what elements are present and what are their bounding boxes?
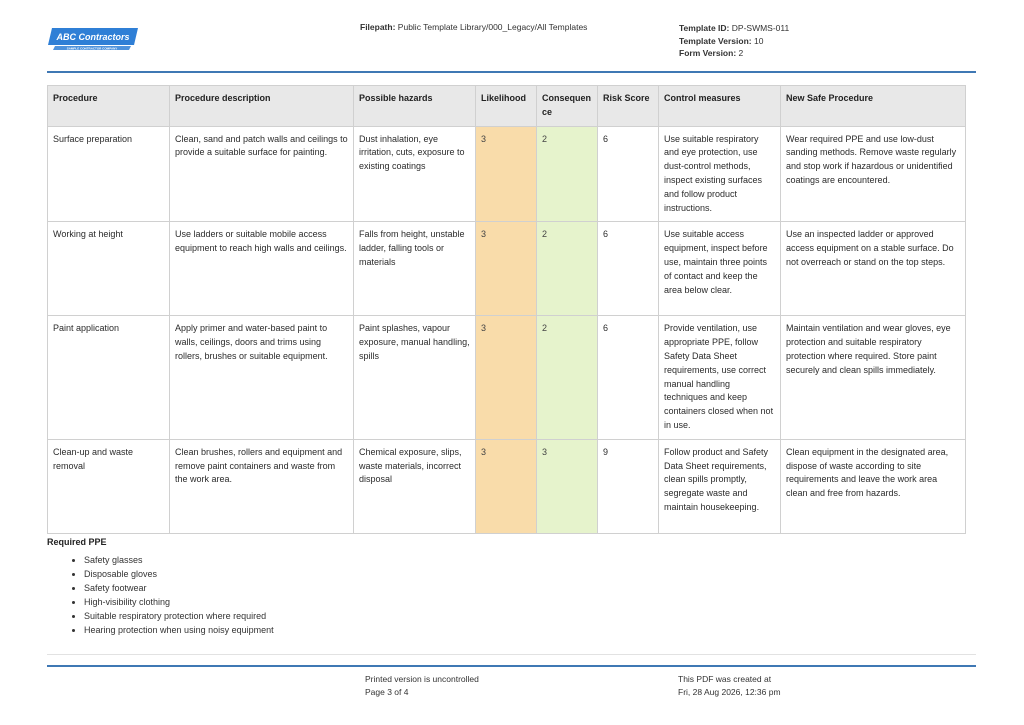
filepath — [360, 22, 587, 32]
new-safe-procedure-cell: Maintain ventilation and wear gloves, eye protection and suitable respiratory protection where required. Store paint securely and clean spills immediately. — [781, 316, 966, 439]
logo-text: ABC Contractors — [56, 32, 130, 42]
column-header-risk-score: Risk Score — [598, 86, 659, 127]
description-cell: Clean, sand and patch walls and ceilings to provide a suitable surface for painting. — [170, 126, 354, 222]
risk-score-cell: 9 — [598, 439, 659, 533]
consequence-cell: 3 — [537, 439, 598, 533]
table-row — [48, 316, 966, 439]
risk-score-cell: 6 — [598, 222, 659, 316]
swms-table — [47, 85, 966, 534]
required-ppe-list — [47, 554, 274, 637]
procedure-cell: Paint application — [48, 316, 170, 439]
form-version-label: Form Version: — [679, 48, 737, 58]
list-item: • Disposable gloves — [84, 568, 274, 582]
consequence-cell: 2 — [537, 126, 598, 222]
column-header-hazards: Possible hazards — [354, 86, 476, 127]
control-measures-cell: Use suitable respiratory and eye protection, use dust-control methods, inspect existing surfaces and follow product instructions. — [659, 126, 781, 222]
procedure-cell: Clean-up and waste removal — [48, 439, 170, 533]
template-id-value: DP-SWMS-011 — [731, 23, 790, 33]
column-header-description: Procedure description — [170, 86, 354, 127]
column-header-procedure: Procedure — [48, 86, 170, 127]
template-id-label: Template ID: — [679, 23, 730, 33]
created-label: This PDF was created at — [678, 674, 772, 684]
list-item: • High-visibility clothing — [84, 596, 274, 610]
form-version-value: 2 — [738, 48, 744, 58]
required-ppe-title: Required PPE — [47, 537, 107, 547]
page-header — [0, 0, 1024, 72]
hazards-cell: Falls from height, unstable ladder, falling tools or materials — [354, 222, 476, 316]
risk-score-cell: 6 — [598, 316, 659, 439]
control-measures-cell: Follow product and Safety Data Sheet requirements, clean spills promptly, segregate waste and maintain housekeeping. — [659, 439, 781, 533]
new-safe-procedure-cell: Clean equipment in the designated area, dispose of waste according to site requirements and leave the work area clean and free from hazards. — [781, 439, 966, 533]
footer-divider-light — [47, 654, 976, 655]
list-item: • Safety footwear — [84, 582, 274, 596]
template-meta — [679, 22, 789, 60]
footer-right — [678, 673, 781, 699]
template-version-label: Template Version: — [679, 35, 752, 46]
control-measures-cell: Provide ventilation, use appropriate PPE, follow Safety Data Sheet requirements, use correct manual handling techniques and keep containers closed when not in use. — [659, 316, 781, 439]
template-version-value: 10 — [753, 35, 764, 46]
hazards-cell: Dust inhalation, eye irritation, cuts, exposure to existing coatings — [354, 126, 476, 222]
consequence-cell: 2 — [537, 222, 598, 316]
table-row — [48, 222, 966, 316]
control-measures-cell: Use suitable access equipment, inspect before use, maintain three points of contact and keep the area below clear. — [659, 222, 781, 316]
table-header-row — [48, 86, 966, 127]
description-cell: Clean brushes, rollers and equipment and remove paint containers and waste from the work area. — [170, 439, 354, 533]
new-safe-procedure-cell: Use an inspected ladder or approved access equipment on a stable surface. Do not overreach or stand on the top steps. — [781, 222, 966, 316]
form-version — [679, 47, 789, 60]
description-cell: Apply primer and water-based paint to walls, ceilings, doors and trims using rollers, brushes or suitable equipment. — [170, 316, 354, 439]
likelihood-cell: 3 — [476, 439, 537, 533]
column-header-control-measures: Control measures — [659, 86, 781, 127]
page-number: Page 3 of 4 — [365, 687, 409, 697]
likelihood-cell: 3 — [476, 126, 537, 222]
column-header-consequence: Consequence — [537, 86, 598, 127]
description-cell: Use ladders or suitable mobile access equipment to reach high walls and ceilings. — [170, 222, 354, 316]
company-logo — [47, 26, 139, 52]
header-divider — [47, 71, 976, 73]
filepath-value: Public Template Library/000_Legacy/All Templates — [397, 22, 588, 32]
likelihood-cell: 3 — [476, 222, 537, 316]
risk-score-cell: 6 — [598, 126, 659, 222]
footer-divider — [47, 665, 976, 667]
consequence-cell: 2 — [537, 316, 598, 439]
new-safe-procedure-cell: Wear required PPE and use low-dust sanding methods. Remove waste regularly and stop work if hazardous or unidentified coatings are encountered. — [781, 126, 966, 222]
logo-tagline: SAMPLE CONTRACTOR COMPANY — [66, 46, 118, 51]
column-header-new-safe-procedure: New Safe Procedure — [781, 86, 966, 127]
column-header-likelihood: Likelihood — [476, 86, 537, 127]
procedure-cell: Surface preparation — [48, 126, 170, 222]
hazards-cell: Paint splashes, vapour exposure, manual handling, spills — [354, 316, 476, 439]
list-item: • Hearing protection when using noisy equipment — [84, 624, 274, 638]
procedure-cell: Working at height — [48, 222, 170, 316]
footer-left — [365, 673, 479, 699]
table-row — [48, 439, 966, 533]
filepath-label: Filepath: — [360, 22, 396, 32]
likelihood-cell: 3 — [476, 316, 537, 439]
table-row — [48, 126, 966, 222]
list-item: • Safety glasses — [84, 554, 274, 568]
hazards-cell: Chemical exposure, slips, waste materials, incorrect disposal — [354, 439, 476, 533]
list-item: • Suitable respiratory protection where required — [84, 610, 274, 624]
created-timestamp: Fri, 28 Aug 2026, 12:36 pm — [678, 687, 781, 697]
template-version — [679, 35, 789, 48]
uncontrolled-notice: Printed version is uncontrolled — [365, 674, 479, 684]
template-id — [679, 22, 789, 35]
